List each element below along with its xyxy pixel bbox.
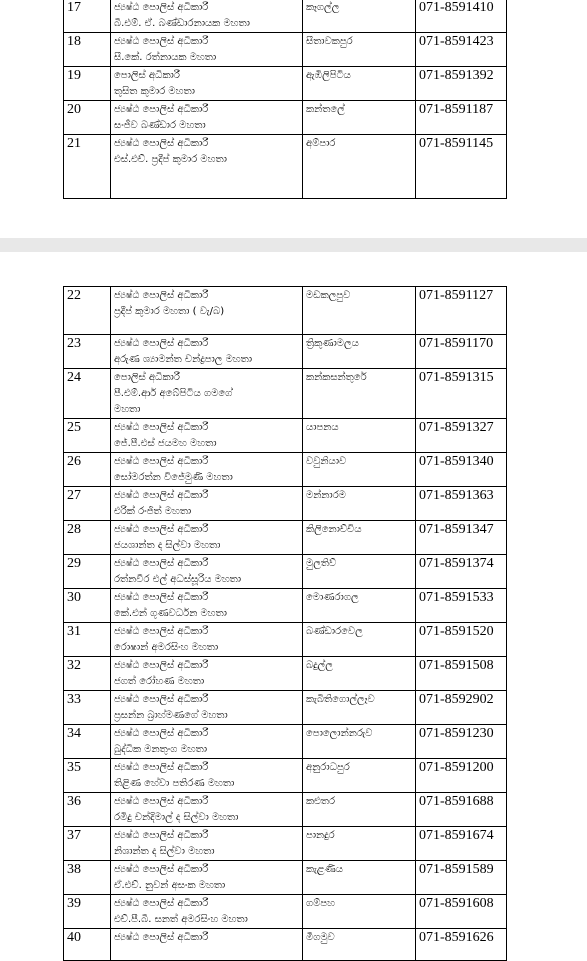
officer-title: ජ්‍යෂ්ඨ පොලිස් අධිකාරී: [114, 524, 209, 535]
division-cell: [303, 827, 416, 861]
officer-title: ජ්‍යෂ්ඨ පොලිස් අධිකාරී: [114, 728, 209, 739]
table-row: [64, 929, 507, 961]
division-name: අනුරාධපුර: [306, 762, 350, 773]
officer-name: ඒ.එච්. නුවන් අසංක මහතා: [114, 880, 226, 891]
division-name: මොණරාගල: [306, 592, 359, 603]
division-cell: [303, 135, 416, 199]
officer-cell: [111, 759, 303, 793]
officer-cell: [111, 691, 303, 725]
officer-title: ජ්‍යෂ්ඨ පොලිස් අධිකාරී: [114, 2, 209, 13]
table-row: [64, 419, 507, 453]
row-number: 22: [64, 287, 111, 335]
table-row: [64, 827, 507, 861]
officer-cell: [111, 0, 303, 33]
division-name: ගම්පහ: [306, 898, 335, 909]
division-name: කැබිතිගොල්ලෑව: [306, 694, 375, 705]
officer-contact-table-part-2: [63, 286, 507, 961]
officer-name: ප්‍රසන්න බ්‍රාහ්මණගේ මහතා: [114, 710, 228, 721]
officer-cell: [111, 793, 303, 827]
row-number: 34: [64, 725, 111, 759]
division-cell: [303, 0, 416, 33]
officer-contact-table-part-1: [63, 0, 507, 199]
phone-number: 071-8591392: [416, 67, 507, 101]
row-number: 19: [64, 67, 111, 101]
division-cell: [303, 623, 416, 657]
phone-number: 071-8591230: [416, 725, 507, 759]
phone-number: 071-8591423: [416, 33, 507, 67]
phone-number: 071-8591374: [416, 555, 507, 589]
page-separator: [0, 238, 587, 252]
phone-number: 071-8591145: [416, 135, 507, 199]
officer-name: රමිදු චන්දිමාල් ද සිල්වා මහතා: [114, 812, 239, 823]
officer-cell: [111, 101, 303, 135]
officer-name: බුද්ධික මනතුංග මහතා: [114, 744, 208, 755]
officer-name: සී.කේ. රත්නායක මහතා: [114, 52, 217, 63]
row-number: 36: [64, 793, 111, 827]
table-row: [64, 725, 507, 759]
officer-cell: [111, 287, 303, 335]
officer-cell: [111, 657, 303, 691]
officer-cell: [111, 623, 303, 657]
officer-cell: [111, 929, 303, 961]
officer-name: අරුණ ශ්‍යාමන්ත චන්ද්‍රපාල මහතා: [114, 354, 253, 365]
division-name: මුලතිව්: [306, 558, 337, 569]
officer-cell: [111, 419, 303, 453]
officer-title: ජ්‍යෂ්ඨ පොලිස් අධිකාරී: [114, 660, 209, 671]
officer-name: සංජීව බණ්ඩාර මහතා: [114, 120, 206, 131]
table-row: [64, 0, 507, 33]
table-row: [64, 33, 507, 67]
phone-number: 071-8591674: [416, 827, 507, 861]
officer-title: ජ්‍යෂ්ඨ පොලිස් අධිකාරී: [114, 626, 209, 637]
officer-cell: [111, 335, 303, 369]
division-name: වවුනියාව: [306, 456, 347, 467]
phone-number: 071-8591589: [416, 861, 507, 895]
division-name: පානදුර: [306, 830, 335, 841]
row-number: 38: [64, 861, 111, 895]
officer-name: ජේ.පී.එස් ජයමහ මහතා: [114, 438, 217, 449]
row-number: 21: [64, 135, 111, 199]
division-name: බදුල්ල: [306, 660, 333, 671]
division-cell: [303, 793, 416, 827]
row-number: 31: [64, 623, 111, 657]
officer-title: ජ්‍යෂ්ඨ පොලිස් අධිකාරී: [114, 36, 209, 47]
table-row: [64, 895, 507, 929]
officer-title: ජ්‍යෂ්ඨ පොලිස් අධිකාරී: [114, 290, 209, 301]
phone-number: 071-8591363: [416, 487, 507, 521]
row-number: 33: [64, 691, 111, 725]
phone-number: 071-8591508: [416, 657, 507, 691]
officer-title: ජ්‍යෂ්ඨ පොලිස් අධිකාරී: [114, 422, 209, 433]
phone-number: 071-8591688: [416, 793, 507, 827]
row-number: 39: [64, 895, 111, 929]
table-row: [64, 369, 507, 419]
row-number: 30: [64, 589, 111, 623]
phone-number: 071-8591533: [416, 589, 507, 623]
officer-cell: [111, 895, 303, 929]
row-number: 32: [64, 657, 111, 691]
division-name: කැළණිය: [306, 864, 343, 875]
phone-number: 071-8591170: [416, 335, 507, 369]
division-name: පොලොන්නරුව: [306, 728, 373, 739]
table-row: [64, 487, 507, 521]
table-row: [64, 793, 507, 827]
phone-number: 071-8591327: [416, 419, 507, 453]
officer-name: බී.එම්. ඒ. බණ්ඩාරනායක මහතා: [114, 18, 250, 29]
officer-title: ජ්‍යෂ්ඨ පොලිස් අධිකාරී: [114, 138, 209, 149]
officer-title: ජ්‍යෂ්ඨ පොලිස් අධිකාරී: [114, 104, 209, 115]
officer-cell: [111, 861, 303, 895]
division-cell: [303, 369, 416, 419]
division-cell: [303, 929, 416, 961]
table-row: [64, 589, 507, 623]
division-cell: [303, 895, 416, 929]
table-row: [64, 657, 507, 691]
division-name: මීගමුව: [306, 932, 335, 943]
row-number: 17: [64, 0, 111, 33]
division-cell: [303, 453, 416, 487]
row-number: 24: [64, 369, 111, 419]
row-number: 29: [64, 555, 111, 589]
officer-title: ජ්‍යෂ්ඨ පොලිස් අධිකාරී: [114, 932, 209, 943]
table-row: [64, 453, 507, 487]
row-number: 18: [64, 33, 111, 67]
division-cell: [303, 691, 416, 725]
officer-name: තුසිත කුමාර මහතා: [114, 86, 195, 97]
officer-title: ජ්‍යෂ්ඨ පොලිස් අධිකාරී: [114, 456, 209, 467]
table-row: [64, 67, 507, 101]
division-name: කන්තලේ: [306, 104, 345, 115]
table-row: [64, 101, 507, 135]
officer-cell: [111, 589, 303, 623]
officer-title: ජ්‍යෂ්ඨ පොලිස් අධිකාරී: [114, 830, 209, 841]
division-name: කෑගල්ල: [306, 2, 340, 13]
table-row: [64, 521, 507, 555]
document-page-1: [0, 0, 587, 238]
division-name: යාපනය: [306, 422, 339, 433]
officer-name: තිළිණ හේවා පතිරණ මහතා: [114, 778, 235, 789]
phone-number: 071-8591520: [416, 623, 507, 657]
division-name: සීතාවකපුර: [306, 36, 353, 47]
officer-name: පී.එම්.ආර් අබේපිටිය ගමගේ: [114, 388, 233, 399]
officer-name: එච්.පී.බී. සනත් අමරසිංහ මහතා: [114, 914, 248, 925]
row-number: 23: [64, 335, 111, 369]
division-cell: [303, 657, 416, 691]
division-cell: [303, 335, 416, 369]
row-number: 25: [64, 419, 111, 453]
row-number: 37: [64, 827, 111, 861]
officer-title: ජ්‍යෂ්ඨ පොලිස් අධිකාරී: [114, 490, 209, 501]
division-cell: [303, 555, 416, 589]
row-number: 35: [64, 759, 111, 793]
officer-name: එරික් රංජිත් මහතා: [114, 506, 192, 517]
table-row: [64, 759, 507, 793]
officer-name: ප්‍රදීප් කුමාර මහතා ( වැ/බ): [114, 306, 225, 317]
table-row: [64, 623, 507, 657]
officer-name: එස්.එච්. ප්‍රදීප් කුමාර මහතා: [114, 154, 227, 165]
row-number: 26: [64, 453, 111, 487]
phone-number: 071-8591410: [416, 0, 507, 33]
officer-cell: [111, 521, 303, 555]
phone-number: 071-8591187: [416, 101, 507, 135]
row-number: 27: [64, 487, 111, 521]
division-cell: [303, 487, 416, 521]
division-cell: [303, 725, 416, 759]
officer-cell: [111, 555, 303, 589]
officer-title: පොලිස් අධිකාරී: [114, 372, 180, 383]
division-cell: [303, 67, 416, 101]
officer-title: ජ්‍යෂ්ඨ පොලිස් අධිකාරී: [114, 338, 209, 349]
phone-number: 071-8591340: [416, 453, 507, 487]
officer-cell: [111, 453, 303, 487]
officer-name: ජයශාන්ත ද සිල්වා මහතා: [114, 540, 221, 551]
officer-title: ජ්‍යෂ්ඨ පොලිස් අධිකාරී: [114, 864, 209, 875]
officer-title: ජ්‍යෂ්ඨ පොලිස් අධිකාරී: [114, 558, 209, 569]
officer-cell: [111, 369, 303, 419]
division-cell: [303, 861, 416, 895]
table-row: [64, 555, 507, 589]
division-name: කිලිනොච්චිය: [306, 524, 362, 535]
division-name: කළුතර: [306, 796, 336, 807]
officer-name: ජගත් රෝහණ මහතා: [114, 676, 205, 687]
officer-cell: [111, 827, 303, 861]
division-name: බණ්ඩාරවෙල: [306, 626, 363, 637]
row-number: 28: [64, 521, 111, 555]
division-cell: [303, 419, 416, 453]
division-name: මඩකලපුව: [306, 290, 351, 301]
phone-number: 071-8591347: [416, 521, 507, 555]
phone-number: 071-8591626: [416, 929, 507, 961]
table-row: [64, 135, 507, 199]
division-cell: [303, 759, 416, 793]
division-name: අම්පාර: [306, 138, 336, 149]
phone-number: 071-8591608: [416, 895, 507, 929]
officer-title: ජ්‍යෂ්ඨ පොලිස් අධිකාරී: [114, 592, 209, 603]
officer-name: කේ.එන් ගුණවර්ධන මහතා: [114, 608, 227, 619]
division-name: ත්‍රිකුණාමලය: [306, 338, 359, 349]
table-row: [64, 335, 507, 369]
division-cell: [303, 33, 416, 67]
officer-name: සෝමරත්න විජේමුණි මහතා: [114, 472, 233, 483]
row-number: 20: [64, 101, 111, 135]
row-number: 40: [64, 929, 111, 961]
officer-name: රොෂාන් අමරසිංහ මහතා: [114, 642, 219, 653]
division-cell: [303, 101, 416, 135]
phone-number: 071-8591127: [416, 287, 507, 335]
officer-title: ජ්‍යෂ්ඨ පොලිස් අධිකාරී: [114, 796, 209, 807]
officer-cell: [111, 135, 303, 199]
officer-title: ජ්‍යෂ්ඨ පොලිස් අධිකාරී: [114, 694, 209, 705]
table-row: [64, 691, 507, 725]
officer-cell: [111, 725, 303, 759]
officer-title: ජ්‍යෂ්ඨ පොලිස් අධිකාරී: [114, 762, 209, 773]
division-cell: [303, 589, 416, 623]
officer-extra: මහතා: [114, 404, 141, 415]
division-cell: [303, 521, 416, 555]
officer-title: ජ්‍යෂ්ඨ පොලිස් අධිකාරී: [114, 898, 209, 909]
table-row: [64, 287, 507, 335]
division-cell: [303, 287, 416, 335]
officer-name: නිශාන්ත ද සිල්වා මහතා: [114, 846, 215, 857]
table-row: [64, 861, 507, 895]
officer-cell: [111, 33, 303, 67]
division-name: මන්නාරම: [306, 490, 346, 501]
officer-cell: [111, 67, 303, 101]
division-name: කන්කසන්තුරේ: [306, 372, 367, 383]
officer-cell: [111, 487, 303, 521]
phone-number: 071-8592902: [416, 691, 507, 725]
officer-name: රත්නවීර එල් අධස්සූරිය මහතා: [114, 574, 242, 585]
division-name: ඇඹිලිපිටිය: [306, 70, 351, 81]
document-page-2: [0, 252, 587, 945]
phone-number: 071-8591200: [416, 759, 507, 793]
phone-number: 071-8591315: [416, 369, 507, 419]
officer-title: පොලිස් අධිකාරී: [114, 70, 180, 81]
